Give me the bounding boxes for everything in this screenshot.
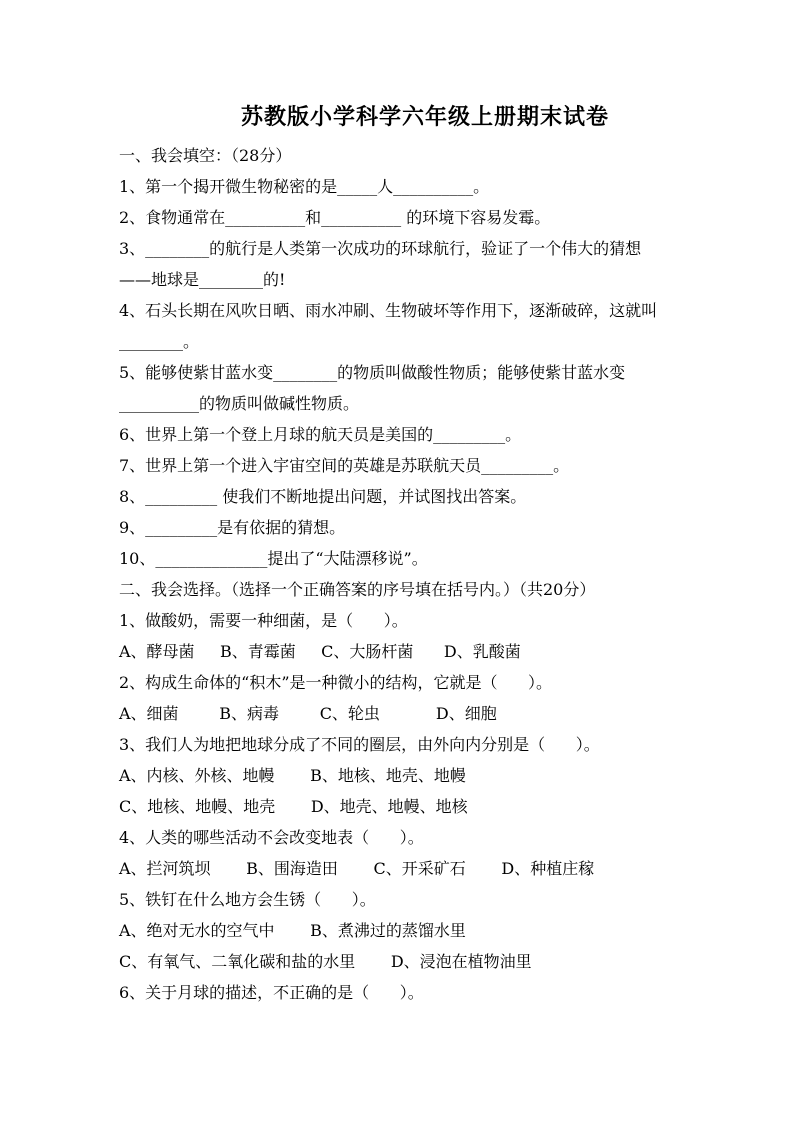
fill-question-8: 8、_________ 使我们不断地提出问题，并试图找出答案。 xyxy=(119,487,527,506)
choice-question-3-options-cd: C、地核、地幔、地壳 D、地壳、地幔、地核 xyxy=(119,797,468,816)
fill-question-10: 10、______________提出了“大陆漂移说”。 xyxy=(119,549,428,568)
choice-question-5-options-ab: A、绝对无水的空气中 B、煮沸过的蒸馏水里 xyxy=(119,921,466,940)
fill-question-1: 1、第一个揭开微生物秘密的是_____人__________。 xyxy=(119,177,490,196)
fill-question-9: 9、_________是有依据的猜想。 xyxy=(119,518,346,537)
choice-question-1: 1、做酸奶，需要一种细菌，是（ ）。 xyxy=(119,611,408,630)
fill-question-3-line-2: ——地球是________的! xyxy=(119,270,286,289)
fill-question-2: 2、食物通常在__________和__________ 的环境下容易发霉。 xyxy=(119,208,551,227)
fill-question-4-line-2: ________。 xyxy=(119,332,200,351)
fill-question-3-line-1: 3、________的航行是人类第一次成功的环球航行，验证了一个伟大的猜想 xyxy=(119,239,642,258)
exam-title: 苏教版小学科学六年级上册期末试卷 xyxy=(240,104,609,130)
choice-question-6: 6、关于月球的描述，不正确的是（ ）。 xyxy=(119,983,424,1002)
section-1-heading: 一、我会填空：（28分） xyxy=(119,146,292,165)
choice-question-4: 4、人类的哪些活动不会改变地表（ ）。 xyxy=(119,828,424,847)
choice-question-4-options: A、拦河筑坝 B、围海造田 C、开采矿石 D、种植庄稼 xyxy=(119,859,595,878)
choice-question-3-options-ab: A、内核、外核、地幔 B、地核、地壳、地幔 xyxy=(119,766,466,785)
choice-question-2-options: A、细菌 B、病毒 C、轮虫 D、细胞 xyxy=(119,704,497,723)
choice-question-5-options-cd: C、有氧气、二氧化碳和盐的水里 D、浸泡在植物油里 xyxy=(119,952,532,971)
fill-question-7: 7、世界上第一个进入宇宙空间的英雄是苏联航天员_________。 xyxy=(119,456,570,475)
fill-question-5-line-2: __________的物质叫做碱性物质。 xyxy=(119,394,360,413)
choice-question-5: 5、铁钉在什么地方会生锈（ ）。 xyxy=(119,890,376,909)
choice-question-1-options: A、酵母菌 B、青霉菌 C、大肠杆菌 D、乳酸菌 xyxy=(119,642,521,661)
fill-question-6: 6、世界上第一个登上月球的航天员是美国的_________。 xyxy=(119,425,522,444)
fill-question-5-line-1: 5、能够使紫甘蓝水变________的物质叫做酸性物质；能够使紫甘蓝水变 xyxy=(119,363,626,382)
choice-question-2: 2、构成生命体的“积木”是一种微小的结构，它就是（ ）。 xyxy=(119,673,553,692)
section-2-heading: 二、我会选择。（选择一个正确答案的序号填在括号内。）（共20分） xyxy=(119,580,596,599)
fill-question-4-line-1: 4、石头长期在风吹日晒、雨水冲刷、生物破坏等作用下，逐渐破碎，这就叫 xyxy=(119,301,658,320)
choice-question-3: 3、我们人为地把地球分成了不同的圈层，由外向内分别是（ ）。 xyxy=(119,735,600,754)
